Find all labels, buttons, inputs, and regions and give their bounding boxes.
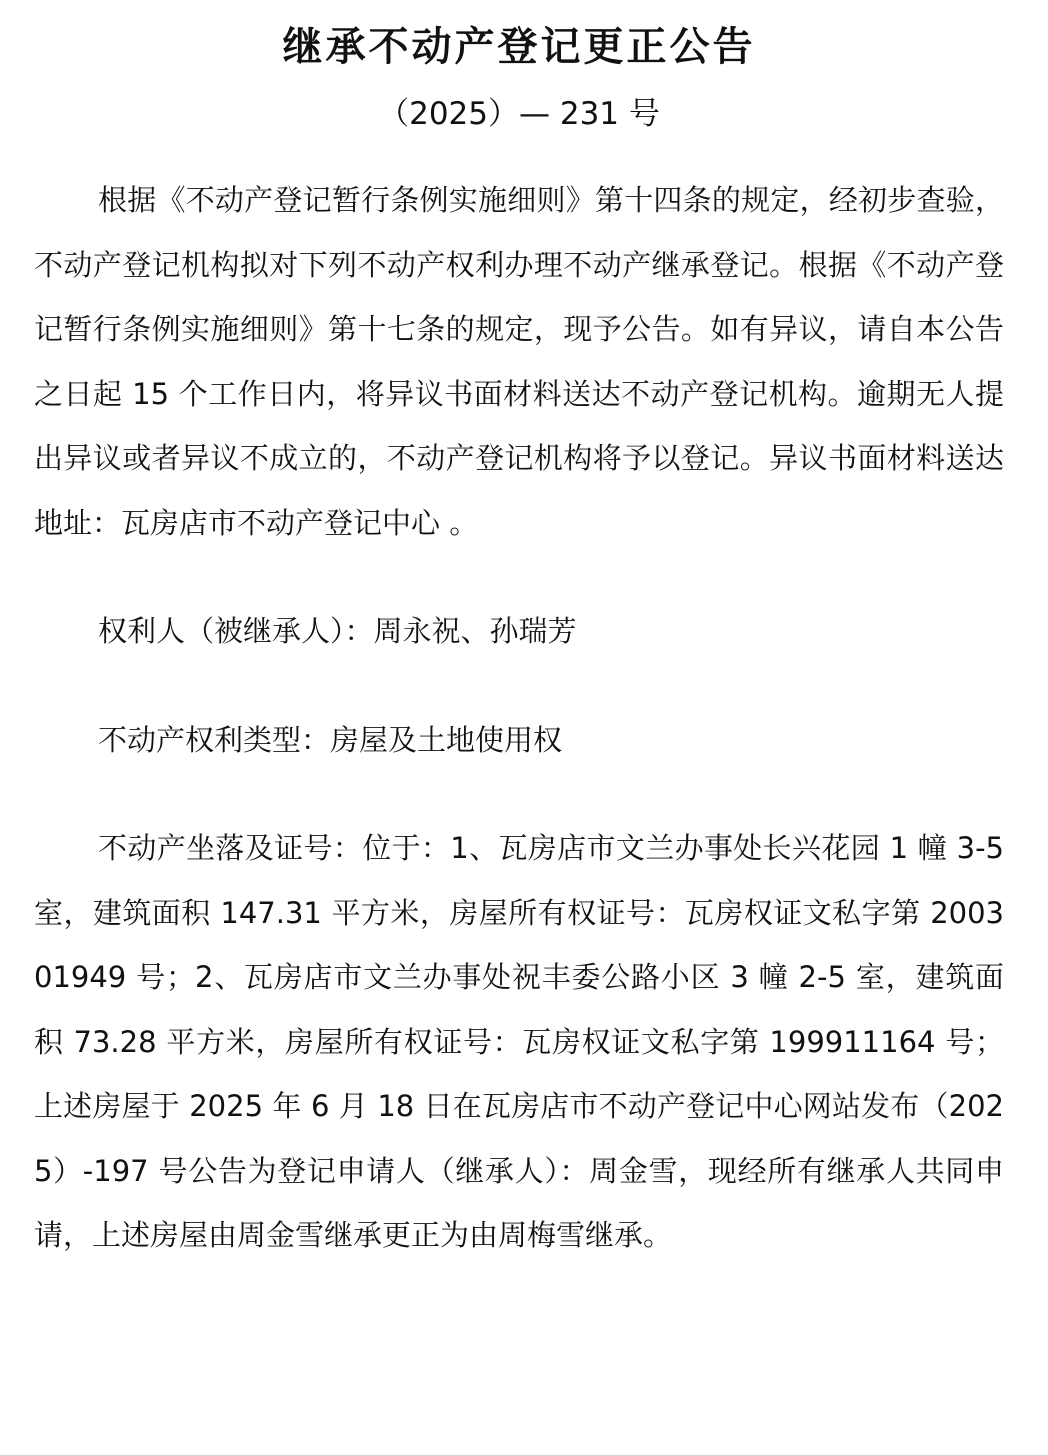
property-location-details: 不动产坐落及证号：位于：1、瓦房店市文兰办事处长兴花园 1 幢 3-5 室，建筑面积 147.31 平方米，房屋所有权证号：瓦房权证文私字第 200301949 号；2、瓦房店市文兰办事处祝丰委公路小区 3 幢 2-5 室，建筑面积 73.28 平方米，房屋所有权证号：瓦房权证文私字第 199911164 号；上述房屋于 2025 年 6 月 18 日在瓦房店市不动产登记中心网站发布（2025）-197 号公告为登记申请人（继承人）：周金雪，现经所有继承人共同申请，上述房屋由周金雪继承更正为由周梅雪继承。 [34,831,1004,1252]
notice-title: 继承不动产登记更正公告 [282,24,756,70]
notice-body-intro: 根据《不动产登记暂行条例实施细则》第十四条的规定，经初步查验，不动产登记机构拟对下列不动产权利办理不动产继承登记。根据《不动产登记暂行条例实施细则》第十七条的规定，现予公告。如有异议，请自本公告之日起 15 个工作日内，将异议书面材料送达不动产登记机构。逾期无人提出异议或者异议不成立的，不动产登记机构将予以登记。异议书面材料送达地址：瓦房店市不动产登记中心 。 [34,183,1004,540]
right-type-line: 不动产权利类型：房屋及土地使用权 [98,722,563,757]
notice-number: （2025）— 231 号 [378,96,660,132]
rights-holder-line: 权利人（被继承人）：周永祝、孙瑞芳 [98,614,577,648]
notice-page [0,22,1048,1455]
